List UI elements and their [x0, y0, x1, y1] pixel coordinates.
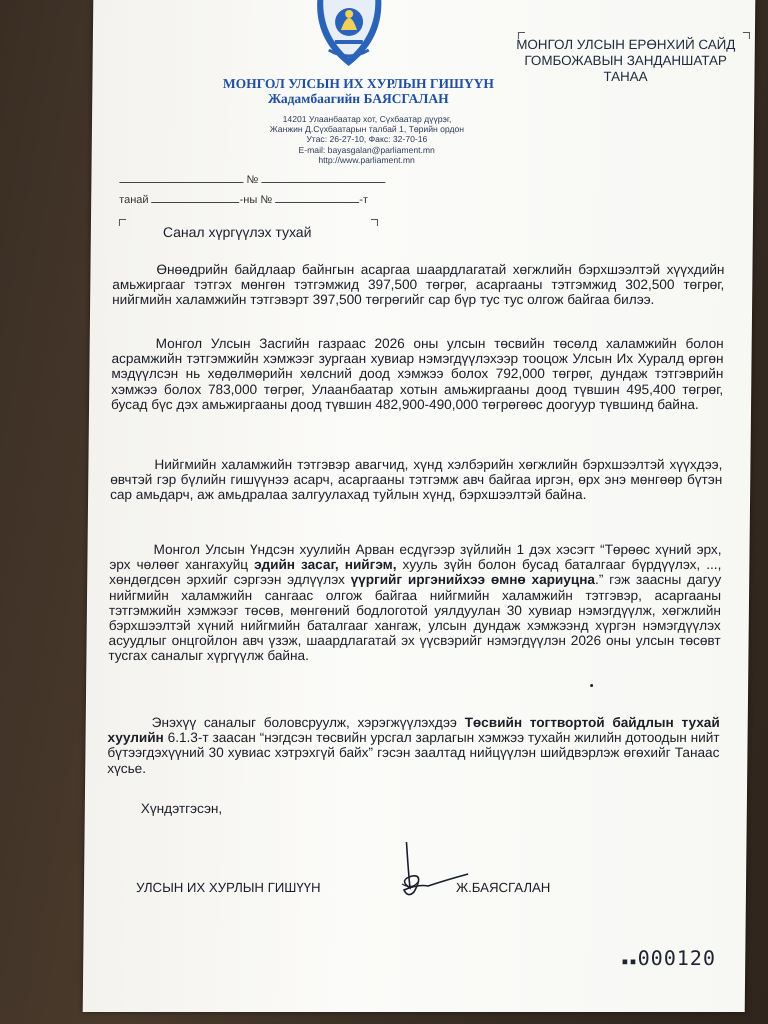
reference-no2-label: № — [260, 194, 273, 206]
organization-name: МОНГОЛ УЛСЫН ИХ ХУРЛЫН ГИШҮҮН — [222, 76, 494, 91]
reference-t-label: -т — [359, 194, 369, 206]
reference-line-1 — [119, 172, 385, 186]
paragraph-2-text: Монгол Улсын Засгийн газраас 2026 оны улсын төсвийн төсөлд халамжийн болон асрамжийн тэтгэмжийн хэмжээг зургаан хувиар нэмэгдүүлэхээр тооцож Улсын Их Хуралд өргөн мэдүүлсэн нь хөдөлмөрийн хөлсний доод хэмжээ болох 792,000 төгрөг, дундаж тэтгэврийн хэмжээ болох 783,000 төгрөг, Улаанбаатар хотын амьжиргааны доод түвшин 495,400 төгрөг, бусад бүс дэх амьжиргааны доод түвшин 482,900-490,000 төгрөгөөс доогуур түвшинд байна. — [110, 336, 724, 412]
address-line-1: 14201 Улаанбаатар хот, Сүхбаатар дүүрэг, — [282, 114, 452, 124]
document-serial-number: ▪▪000120 — [621, 946, 717, 970]
signatory-title: УЛСЫН ИХ ХУРЛЫН ГИШҮҮН — [135, 880, 321, 895]
email-address: E-mail: bayasgalan@parliament.mn — [298, 144, 435, 155]
reference-no-label: № — [246, 174, 259, 186]
state-emblem-icon — [311, 0, 388, 68]
corner-mark — [119, 219, 126, 226]
addressee-line-3: ТАНАА — [603, 69, 648, 84]
paragraph-3-text: Нийгмийн халамжийн тэтгэвэр авагчид, хүнд хэлбэрийн хөгжлийн бэрхшээлтэй хүүхдээ, өвчтэй гэр бүлийн гишүүнээ асарч, асаргааны тэтгэмж авч байгаа иргэн, өрх энэ мөнгөөр бүтэн сар амьдарч, аж амьдралаа залгуулахад туйлын хүнд, бэрхшээлтэй байна. — [110, 457, 723, 503]
paragraph-4-text-a: Монгол Улсын Үндсэн хуулийн Арван есдүгээр зүйлийн 1 дэх хэсэгт “Төрөөс хүний эрх, эрх чөлөөг хангахуйц — [109, 542, 722, 573]
addressee-line-2: ГОМБОЖАВЫН ЗАНДАНШАТАР — [524, 53, 727, 68]
reference-nii-label: -ны — [239, 194, 258, 206]
paragraph-1-text: Өнөөдрийн байдлаар байнгын асаргаа шаардлагатай хөгжлийн бэрхшээлтэй хүүхдийн амьжиргааг тэтгэх мөнгөн тэтгэмжид 397,500 төгрөг, асаргааны тэтгэмжид 302,500 төгрөг, нийгмийн халамжийн тэтгэвэрт 397,500 төгрөгийг сар бүр тус тус олгож байгаа билээ. — [112, 262, 725, 308]
corner-mark — [371, 219, 378, 226]
paragraph-5-text-a: Энэхүү саналыг боловсруулж, хэрэгжүүлэхдээ — [151, 715, 465, 730]
paragraph-5-text-c: 6.1.3-т заасан “нэгдсэн төсвийн урсгал зарлагын хэмжээ тухайн жилийн дотоодын нийт бүтээгдэхүүний 30 хувиас хэтрэхгүй байх” гэсэн заалтад нийцүүлэн шийдвэрлэж өгөхийг Танаас хүсье. — [107, 730, 720, 776]
signatory-name: Ж.БАЯСГАЛАН — [455, 880, 551, 895]
letter-page — [83, 0, 756, 1012]
serial-number-value: 000120 — [637, 946, 717, 970]
letter-subject: Санал хүргүүлэх тухай — [162, 224, 312, 240]
body-paragraph-4 — [108, 542, 721, 664]
phone-fax: Утас: 26-27-10, Факс: 32-70-16 — [306, 134, 428, 145]
letterhead-organization — [208, 76, 508, 106]
paragraph-5-bold: Төсвийн тогтвортой байдлын тухай хуулийн — [107, 715, 720, 746]
address-line-2: Жанжин Д.Сүхбаатарын талбай 1, Төрийн ордон — [269, 124, 465, 135]
ink-dot — [590, 684, 593, 687]
letterhead-contact — [242, 114, 493, 165]
addressee-line-1: МОНГОЛ УЛСЫН ЕРӨНХИЙ САЙД — [516, 37, 736, 52]
paragraph-4-text-c: хууль зүйн болон бусад баталгааг бүрдүүлэх, ..., хөндөгдсөн эрхийг сэргээн эдлүүлэх — [109, 557, 722, 588]
member-name: Жадамбаагийн БАЯСГАЛАН — [267, 91, 449, 106]
reference-line-2 — [119, 192, 368, 206]
corner-mark — [743, 32, 750, 39]
reference-tanai-label: танай — [119, 194, 149, 206]
paragraph-4-bold-b: үүргийг иргэнийхээ өмнө хариуцна — [350, 572, 596, 588]
paragraph-4-text-e: .” гэж заасны дагуу нийгмийн халамжийн сангаас олгож байгаа нийгмийн халамжийн тэтгэвэр, асаргааны тэтгэмжийн хэмжээг төсөв, мөнгөний бодлоготой уялдуулан 30 хувиар нэмэгдүүлж, хөгжлийн бэрхшээлтэй хүний нийгмийн баталгааг хангаж, улсын дундаж хэмжээнд хүргэн нэмэгдүүлэх асуудлыг онцгойлон авч үзэж, шаардлагатай эх үүсвэрийг нэмэгдүүлэн 2026 оны улсын төсөвт тусгах саналыг хүргүүлж байна. — [108, 572, 722, 664]
closing-regards: Хүндэтгэсэн, — [140, 801, 223, 816]
body-paragraph-2 — [111, 336, 724, 412]
body-paragraph-3 — [110, 457, 722, 503]
paragraph-4-bold-a: эдийн засаг, нийгэм, — [254, 557, 397, 573]
body-paragraph-5 — [107, 715, 720, 776]
body-paragraph-1 — [112, 262, 724, 308]
addressee-block — [510, 37, 741, 85]
website-url: http://www.parliament.mn — [318, 154, 415, 165]
